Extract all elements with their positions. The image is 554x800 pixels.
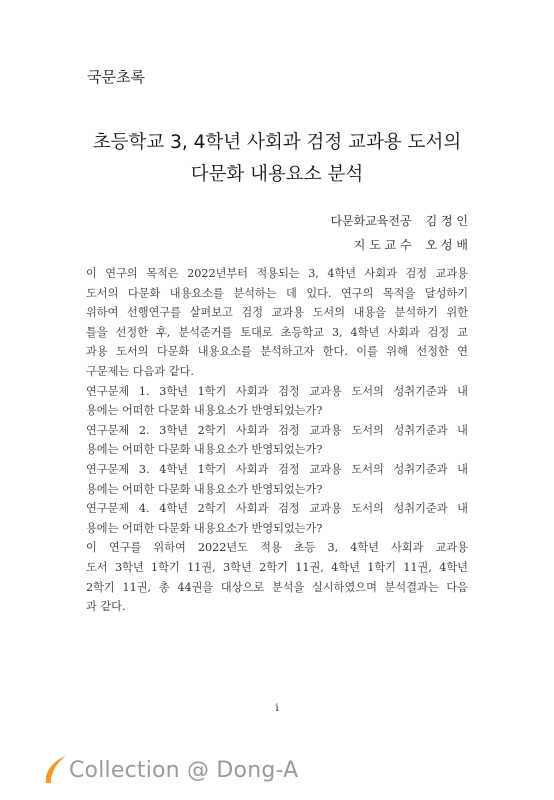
abstract-body [86, 264, 468, 617]
abstract-line: 용에는 어떠한 다문화 내용요소가 반영되었는가? [86, 521, 323, 535]
page-number: i [275, 702, 279, 714]
advisor-label: 지 도 교 수 [353, 238, 412, 252]
abstract-line: 용에는 어떠한 다문화 내용요소가 반영되었는가? [86, 482, 323, 496]
abstract-line: 용에는 어떠한 다문화 내용요소가 반영되었는가? [86, 404, 323, 418]
abstract-line: 용에는 어떠한 다문화 내용요소가 반영되었는가? [86, 443, 323, 457]
abstract-line: 틀을 선정한 후, 분석준거를 토대로 초등학교 3, 4학년 사회과 검정 교 [86, 325, 468, 339]
advisor-line [354, 236, 468, 253]
author-line [330, 212, 468, 229]
advisor-name: 오 성 배 [425, 238, 468, 252]
abstract-line: 구문제는 다음과 같다. [86, 364, 194, 378]
svg-text:d: d [50, 764, 63, 787]
abstract-line: 위하여 선행연구를 살펴보고 검정 교과용 도서의 내용을 분석하기 위한 [86, 306, 468, 320]
abstract-line: 연구문제 3. 4학년 1학기 사회과 검정 교과용 도서의 성취기준과 내 [86, 462, 468, 476]
author-name: 김 정 인 [425, 214, 468, 228]
abstract-line: 연구문제 1. 3학년 1학기 사회과 검정 교과용 도서의 성취기준과 내 [86, 384, 468, 398]
abstract-line: 과 같다. [86, 600, 126, 614]
abstract-line: 과용 도서의 다문화 내용요소를 분석하고자 한다. 이를 위해 선정한 연 [86, 345, 468, 359]
dcollection-logo [42, 752, 298, 788]
author-department: 다문화교육전공 [330, 214, 412, 228]
abstract-line: 도서의 다문화 내용요소를 분석하는 데 있다. 연구의 목적을 달성하기 [86, 286, 468, 300]
thesis-title-line-2: 다문화 내용요소 분석 [190, 164, 364, 185]
dcollection-logo-icon [42, 753, 68, 787]
abstract-line: 연구문제 2. 3학년 2학기 사회과 검정 교과용 도서의 성취기준과 내 [86, 423, 468, 437]
abstract-line: 이 연구를 위하여 2022년도 적용 초등 3, 4학년 사회과 교과용 [86, 541, 468, 555]
abstract-line: 도서 3학년 1학기 11권, 3학년 2학기 11권, 4학년 1학기 11권, 4학년 [86, 560, 468, 574]
abstract-line: 이 연구의 목적은 2022년부터 적용되는 3, 4학년 사회과 검정 교과용 [86, 267, 468, 280]
dcollection-brand-text: Collection @ Dong-A [69, 757, 299, 783]
thesis-title-line-1: 초등학교 3, 4학년 사회과 검정 교과용 도서의 [92, 132, 462, 153]
section-label: 국문초록 [87, 68, 145, 86]
abstract-line: 연구문제 4. 4학년 2학기 사회과 검정 교과용 도서의 성취기준과 내 [86, 502, 468, 516]
abstract-line: 2학기 11권, 총 44권을 대상으로 분석을 실시하였으며 분석결과는 다음 [86, 580, 468, 594]
